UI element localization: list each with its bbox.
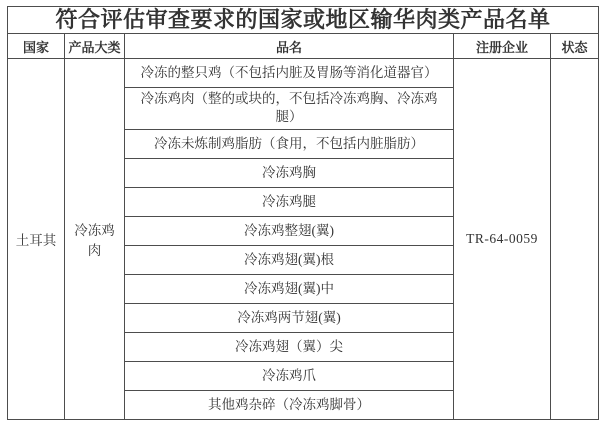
category-cell: 冷冻鸡肉: [65, 59, 125, 419]
status-cell: [551, 59, 599, 419]
title-row: [8, 7, 599, 34]
product-name-cell: 冷冻鸡两节翅(翼): [125, 303, 454, 332]
product-name-cell: 冷冻鸡肉（整的或块的，不包括冷冻鸡胸、冷冻鸡腿）: [125, 88, 454, 129]
meat-products-table: [7, 6, 599, 420]
table-row: [8, 59, 599, 88]
product-name-cell: 冷冻鸡爪: [125, 361, 454, 390]
product-name-cell: 冷冻鸡胸: [125, 158, 454, 187]
document-title: 符合评估审查要求的国家或地区输华肉类产品名单: [8, 7, 599, 34]
product-name-cell: 冷冻鸡翅(翼)根: [125, 245, 454, 274]
product-name-cell: 冷冻鸡翅（翼）尖: [125, 332, 454, 361]
product-name-cell: 冷冻未炼制鸡脂肪（食用，不包括内脏脂肪）: [125, 129, 454, 158]
product-name-cell: 其他鸡杂碎（冷冻鸡脚骨）: [125, 390, 454, 419]
registered-enterprise-cell: TR-64-0059: [454, 59, 551, 419]
product-name-cell: 冷冻鸡整翅(翼): [125, 216, 454, 245]
header-registered-enterprise: 注册企业: [454, 34, 551, 59]
header-status: 状态: [551, 34, 599, 59]
product-name-cell: 冷冻鸡腿: [125, 187, 454, 216]
country-cell: 土耳其: [8, 59, 65, 419]
product-name-cell: 冷冻鸡翅(翼)中: [125, 274, 454, 303]
header-row: [8, 34, 599, 59]
header-product-name: 品名: [125, 34, 454, 59]
header-country: 国家: [8, 34, 65, 59]
product-name-cell: 冷冻的整只鸡（不包括内脏及胃肠等消化道器官）: [125, 59, 454, 88]
header-category: 产品大类: [65, 34, 125, 59]
